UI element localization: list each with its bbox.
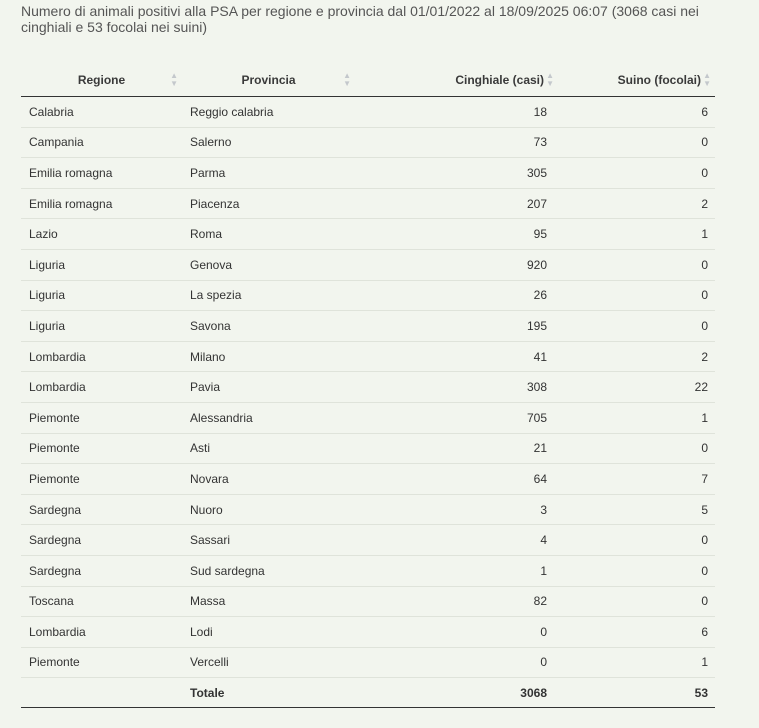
header-row: [21, 63, 715, 97]
header-label: Cinghiale (casi): [455, 72, 544, 87]
suino-cell: 0: [558, 525, 715, 556]
total-label: Totale: [182, 678, 355, 708]
cinghiale-cell: 26: [355, 280, 558, 311]
cinghiale-cell: 64: [355, 464, 558, 495]
provincia-cell: La spezia: [182, 280, 355, 311]
regione-cell: Emilia romagna: [21, 158, 182, 189]
cinghiale-cell: 1: [355, 555, 558, 586]
sort-arrows-icon[interactable]: ▲ ▼: [703, 70, 711, 88]
regione-cell: Calabria: [29, 104, 74, 119]
regione-cell: Lombardia: [21, 617, 182, 648]
cinghiale-cell: 920: [355, 249, 558, 280]
provincia-cell: Pavia: [182, 372, 355, 403]
suino-cell: 0: [558, 249, 715, 280]
psa-table-container: [21, 63, 715, 708]
table-row: [21, 586, 715, 617]
provincia-cell: Savona: [182, 311, 355, 342]
regione-cell: Piemonte: [21, 647, 182, 678]
provincia-cell: Reggio calabria: [190, 104, 274, 119]
sort-arrows-icon[interactable]: ▲ ▼: [343, 70, 351, 88]
table-row: [21, 219, 715, 250]
cinghiale-cell: 3: [355, 494, 558, 525]
suino-cell: 0: [558, 158, 715, 189]
provincia-cell: Vercelli: [182, 647, 355, 678]
regione-cell: Toscana: [21, 586, 182, 617]
suino-cell: 0: [558, 433, 715, 464]
regione-cell: Emilia romagna: [21, 188, 182, 219]
regione-cell: Lazio: [21, 219, 182, 250]
table-row: [21, 311, 715, 342]
provincia-cell: Lodi: [182, 617, 355, 648]
provincia-cell: Asti: [182, 433, 355, 464]
table-row: [21, 494, 715, 525]
suino-cell: 0: [558, 280, 715, 311]
cinghiale-cell: 4: [355, 525, 558, 556]
regione-cell: Campania: [21, 127, 182, 158]
table-row: [21, 372, 715, 403]
suino-cell: 0: [558, 586, 715, 617]
table-row: [21, 525, 715, 556]
regione-cell: Lombardia: [21, 341, 182, 372]
regione-cell: Sardegna: [21, 555, 182, 586]
table-row: [21, 647, 715, 678]
suino-cell: 7: [558, 464, 715, 495]
header-label: Suino (focolai): [617, 72, 701, 87]
table-row: [21, 617, 715, 648]
header-label: Regione: [77, 72, 126, 87]
cinghiale-cell: 305: [355, 158, 558, 189]
cinghiale-cell: 207: [355, 188, 558, 219]
table-row: [21, 402, 715, 433]
suino-cell: 1: [558, 402, 715, 433]
psa-table: [21, 63, 715, 708]
regione-cell: Piemonte: [21, 402, 182, 433]
suino-cell: 1: [558, 219, 715, 250]
sort-arrows-icon[interactable]: ▲ ▼: [170, 70, 178, 88]
cinghiale-cell: 82: [355, 586, 558, 617]
provincia-cell: Massa: [182, 586, 355, 617]
cinghiale-cell: 18: [533, 104, 547, 119]
table-row: [21, 188, 715, 219]
table-row: [21, 464, 715, 495]
cinghiale-cell: 195: [355, 311, 558, 342]
provincia-cell: Alessandria: [182, 402, 355, 433]
total-suino: 53: [558, 678, 715, 708]
total-row: [21, 678, 715, 708]
provincia-cell: Sud sardegna: [182, 555, 355, 586]
table-row: [21, 158, 715, 189]
table-body: [21, 97, 715, 678]
suino-cell: 0: [558, 127, 715, 158]
provincia-cell: Parma: [182, 158, 355, 189]
total-cinghiale: 3068: [355, 678, 558, 708]
provincia-cell: Milano: [182, 341, 355, 372]
table-header: [21, 63, 715, 97]
cinghiale-cell: 0: [355, 647, 558, 678]
suino-cell: 6: [558, 617, 715, 648]
header-label: Provincia: [241, 72, 296, 87]
cinghiale-cell: 21: [355, 433, 558, 464]
regione-cell: Piemonte: [21, 433, 182, 464]
cinghiale-cell: 0: [355, 617, 558, 648]
header-cinghiale[interactable]: [355, 63, 558, 97]
header-provincia[interactable]: [182, 63, 355, 97]
regione-cell: Sardegna: [21, 494, 182, 525]
table-row: [21, 127, 715, 158]
suino-cell: 0: [558, 555, 715, 586]
table-row: [21, 555, 715, 586]
table-caption: Numero di animali positivi alla PSA per regione e provincia dal 01/01/2022 al 18/09/2025 06:07 (3068 casi nei cinghiali e 53 focolai nei suini): [21, 3, 699, 35]
regione-cell: Piemonte: [21, 464, 182, 495]
suino-cell: 22: [558, 372, 715, 403]
suino-cell: 2: [558, 341, 715, 372]
provincia-cell: Piacenza: [182, 188, 355, 219]
table-row: [21, 433, 715, 464]
provincia-cell: Salerno: [182, 127, 355, 158]
sort-arrows-icon[interactable]: ▲ ▼: [546, 70, 554, 88]
table-row: [21, 249, 715, 280]
header-regione[interactable]: [21, 63, 182, 97]
suino-cell: 1: [558, 647, 715, 678]
regione-cell: Liguria: [21, 249, 182, 280]
suino-cell: 5: [558, 494, 715, 525]
cinghiale-cell: 308: [355, 372, 558, 403]
header-suino[interactable]: [558, 63, 715, 97]
provincia-cell: Sassari: [182, 525, 355, 556]
total-regione-cell: [21, 678, 182, 708]
provincia-cell: Genova: [182, 249, 355, 280]
provincia-cell: Nuoro: [182, 494, 355, 525]
table-row: [21, 280, 715, 311]
table-row: [21, 341, 715, 372]
cinghiale-cell: 73: [355, 127, 558, 158]
regione-cell: Liguria: [21, 280, 182, 311]
cinghiale-cell: 95: [355, 219, 558, 250]
cinghiale-cell: 705: [355, 402, 558, 433]
table-footer: [21, 678, 715, 708]
table-row: [21, 97, 715, 128]
regione-cell: Liguria: [21, 311, 182, 342]
provincia-cell: Novara: [182, 464, 355, 495]
regione-cell: Sardegna: [21, 525, 182, 556]
suino-cell: 0: [558, 311, 715, 342]
regione-cell: Lombardia: [21, 372, 182, 403]
suino-cell: 2: [558, 188, 715, 219]
cinghiale-cell: 41: [355, 341, 558, 372]
suino-cell: 6: [701, 104, 708, 119]
provincia-cell: Roma: [182, 219, 355, 250]
